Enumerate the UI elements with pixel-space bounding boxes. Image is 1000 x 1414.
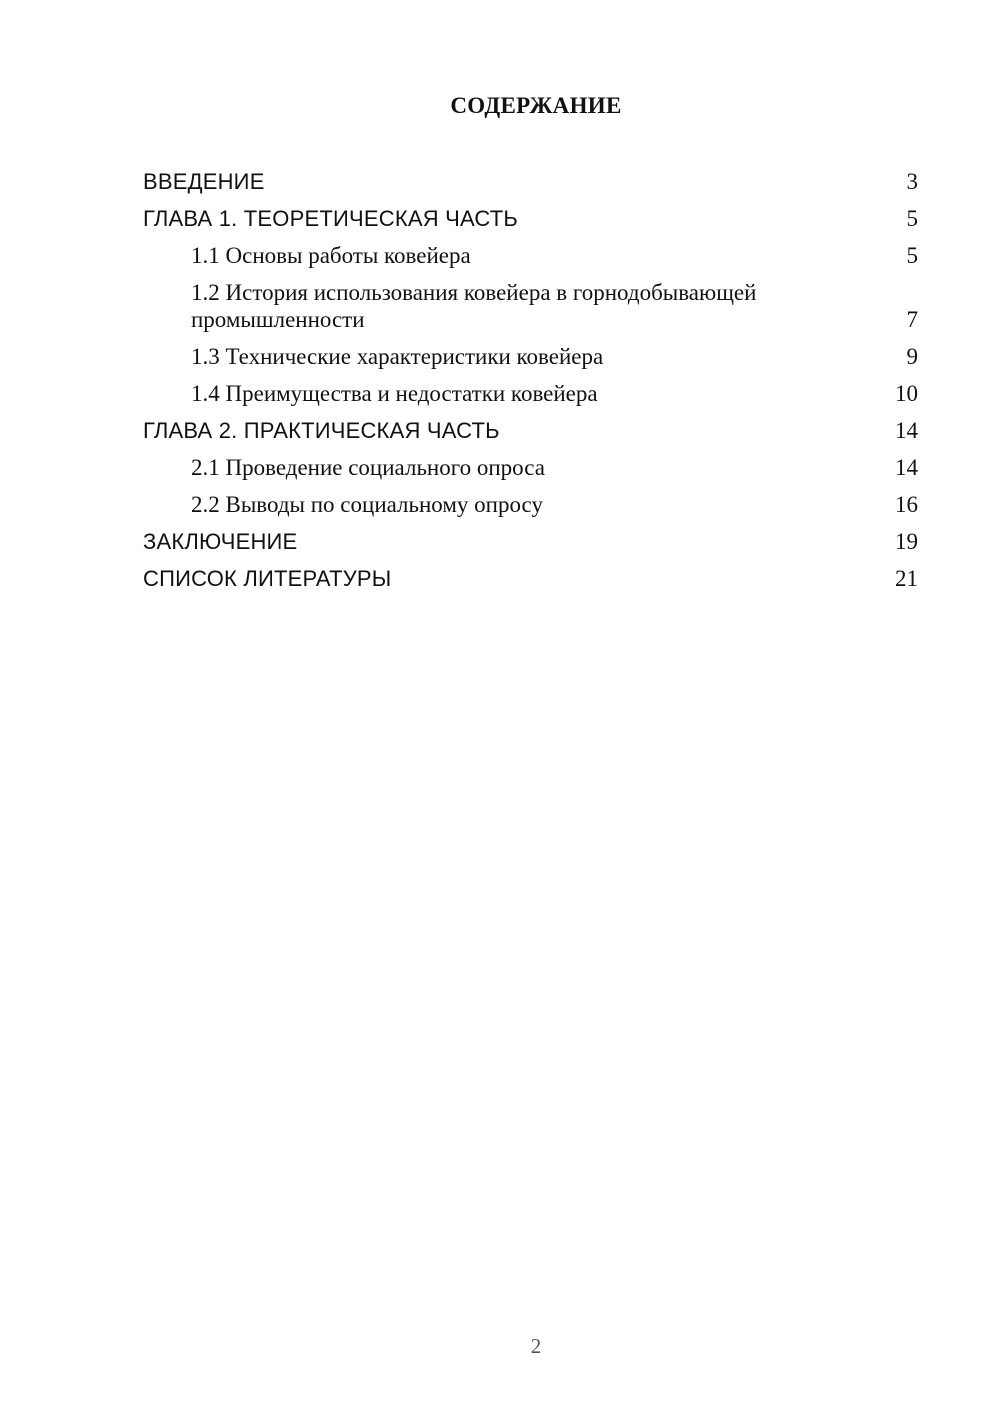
toc-entry-title: ГЛАВА 1. ТЕОРЕТИЧЕСКАЯ ЧАСТЬ: [143, 206, 519, 231]
toc-entry: [143, 417, 918, 444]
toc-entry-page: 5: [906, 243, 918, 268]
toc-entry-page: 19: [895, 529, 918, 554]
toc-entry-page: 16: [895, 492, 918, 517]
toc-entry-page: 5: [906, 206, 918, 231]
toc-entry: [143, 343, 918, 370]
toc-entry: [143, 168, 918, 195]
toc-entry: [143, 205, 918, 232]
toc-entry-title: 1.3 Технические характеристики ковейера: [191, 344, 604, 369]
toc-entry-title: ЗАКЛЮЧЕНИЕ: [143, 529, 298, 554]
toc-entry-page: 3: [906, 169, 918, 194]
toc-entry-page: 10: [895, 381, 918, 406]
page-number: 2: [530, 1334, 542, 1358]
toc-entry-title: ВВЕДЕНИЕ: [143, 169, 265, 194]
toc-entry-page: 14: [895, 418, 918, 443]
toc-entry: [143, 454, 918, 481]
toc-entry-title: 2.2 Выводы по социальному опросу: [191, 492, 543, 517]
toc-entry-title: СПИСОК ЛИТЕРАТУРЫ: [143, 566, 392, 591]
toc-entry-title: 1.2 История использования ковейера в горнодобывающей промышленности: [191, 280, 757, 332]
table-of-contents: [143, 168, 918, 602]
toc-entry-title: 1.1 Основы работы ковейера: [191, 243, 471, 268]
toc-title: СОДЕРЖАНИЕ: [450, 93, 622, 118]
toc-entry-title: 2.1 Проведение социального опроса: [191, 455, 545, 480]
toc-entry-page: 9: [906, 344, 918, 369]
toc-entry-page: 21: [895, 566, 918, 591]
toc-entry-title: 1.4 Преимущества и недостатки ковейера: [191, 381, 598, 406]
toc-entry: [143, 565, 918, 592]
toc-entry: [143, 242, 918, 269]
toc-entry-title: ГЛАВА 2. ПРАКТИЧЕСКАЯ ЧАСТЬ: [143, 418, 500, 443]
toc-entry: [143, 380, 918, 407]
toc-entry-page: 7: [906, 307, 918, 332]
toc-entry-page: 14: [895, 455, 918, 480]
toc-entry: [143, 528, 918, 555]
toc-entry: [143, 491, 918, 518]
toc-entry: [143, 279, 918, 333]
